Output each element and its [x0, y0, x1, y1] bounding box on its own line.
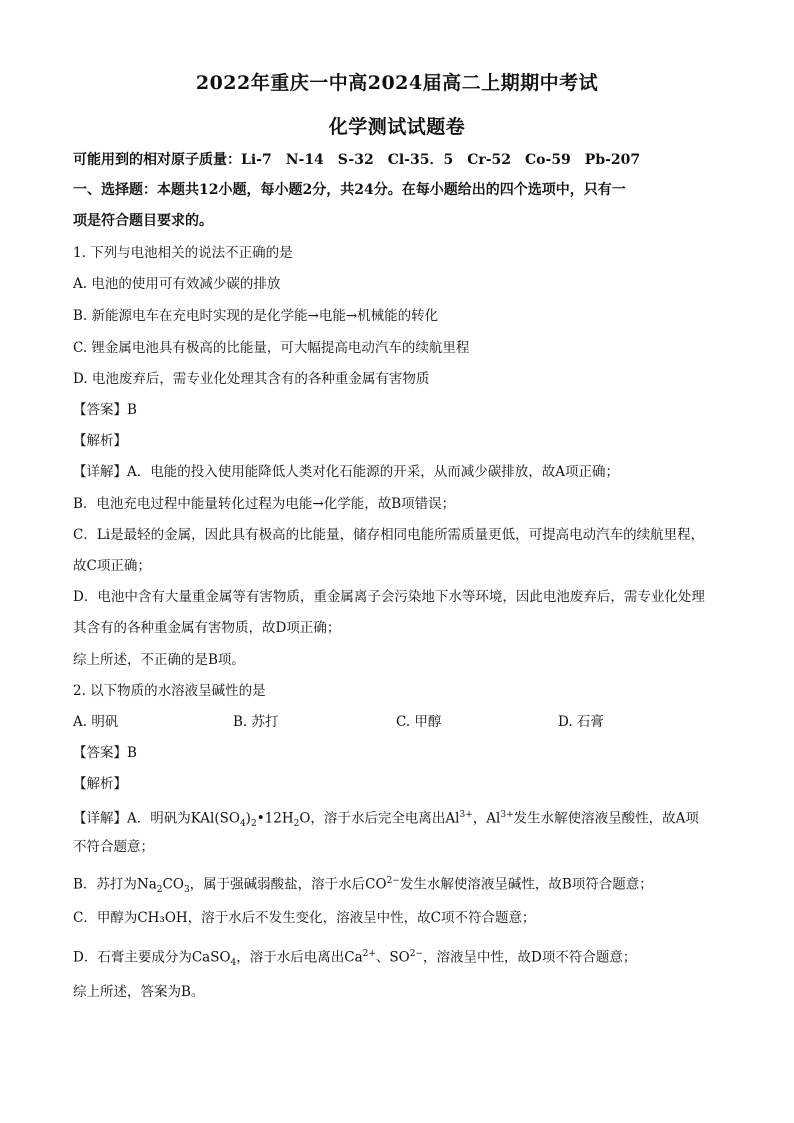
- section-instruction-line1: 一、选择题：本题共12小题，每小题2分，共24分。在每小题给出的四个选项中，只有一: [73, 182, 626, 198]
- q2-summary: 综上所述，答案为B。: [73, 984, 205, 1000]
- q1-answer: 【答案】B: [73, 402, 137, 418]
- q2-detail-a-part1: 【详解】A．明矾为KAl(SO: [73, 810, 240, 827]
- subscript: 2: [156, 885, 163, 896]
- q2-detail-b-part1: B．苏打为Na: [73, 876, 157, 893]
- q2-analysis-label: 【解析】: [73, 776, 127, 792]
- q2-detail-b-part3: ，属于强碱弱酸盐，溶于水后CO: [189, 876, 387, 893]
- q1-stem: 1. 下列与电池相关的说法不正确的是: [73, 245, 293, 261]
- subscript: 4: [239, 819, 246, 830]
- q2-option-a: A. 明矾: [73, 714, 119, 730]
- superscript: 2−: [409, 949, 424, 959]
- q2-detail-d: [73, 944, 734, 973]
- q2-detail-a-part6: 发生水解使溶液呈酸性，故A项: [513, 810, 699, 827]
- q1-detail-c: C．Li是最轻的金属，因此具有极高的比能量，储存相同电能所需质量更低，可提高电动汽车的续航里程，: [73, 527, 705, 543]
- q2-detail-b-part2: CO: [162, 876, 184, 893]
- q2-stem: 2. 以下物质的水溶液呈碱性的是: [73, 683, 266, 699]
- q2-detail-a-part3: •12H: [256, 810, 294, 827]
- q2-option-b: B. 苏打: [233, 714, 279, 730]
- q2-detail-a-part4: O，溶于水后完全电离出Al: [299, 810, 460, 827]
- q2-detail-d-part1: D．石膏主要成分为CaSO: [73, 949, 231, 966]
- q2-option-c: C. 甲醇: [396, 714, 442, 730]
- q1-analysis-label: 【解析】: [73, 433, 127, 449]
- q1-option-b: B. 新能源电车在充电时实现的是化学能→电能→机械能的转化: [73, 308, 439, 324]
- q2-option-d: D. 石膏: [558, 714, 604, 730]
- exam-subtitle: 化学测试试题卷: [328, 116, 466, 138]
- q1-detail-b: B．电池充电过程中能量转化过程为电能→化学能，故B项错误；: [73, 496, 456, 512]
- q2-detail-d-part4: ，溶液呈中性，故D项不符合题意；: [423, 949, 637, 966]
- q1-detail-c-cont: 故C项正确；: [73, 558, 151, 574]
- subscript: 2: [250, 819, 257, 830]
- q2-detail-b-part4: 发生水解使溶液呈碱性，故B项符合题意；: [399, 876, 653, 893]
- q2-detail-a-part5: ，Al: [472, 810, 501, 827]
- q2-detail-c: C．甲醇为CH₃OH，溶于水后不发生变化，溶液呈中性，故C项不符合题意；: [73, 910, 536, 926]
- q2-detail-a-cont: 不符合题意；: [73, 839, 154, 855]
- section-instruction-line2: 项是符合题目要求的。: [73, 213, 213, 229]
- subscript: 4: [230, 958, 237, 969]
- q2-detail-d-part2: ，溶于水后电离出Ca: [236, 949, 363, 966]
- q1-option-d: D. 电池废弃后，需专业化处理其含有的各种重金属有害物质: [73, 371, 430, 387]
- q1-detail-d-cont: 其含有的各种重金属有害物质，故D项正确；: [73, 620, 341, 636]
- q1-summary: 综上所述，不正确的是B项。: [73, 652, 245, 668]
- q2-detail-a-part2: ): [245, 810, 251, 827]
- subscript: 3: [183, 885, 190, 896]
- q1-option-c: C. 锂金属电池具有极高的比能量，可大幅提高电动汽车的续航里程: [73, 340, 470, 356]
- atomic-masses: 可能用到的相对原子质量：Li-7 N-14 S-32 Cl-35．5 Cr-52 Co-59 Pb-207: [73, 152, 641, 168]
- q1-detail-d: D．电池中含有大量重金属等有害物质，重金属离子会污染地下水等环境，因此电池废弃后，需专业化处理: [73, 589, 705, 605]
- q2-detail-a: [73, 805, 734, 834]
- superscript: 2+: [362, 949, 376, 959]
- exam-title: 2022年重庆一中高2024届高二上期期中考试: [195, 72, 599, 94]
- q1-option-a: A. 电池的使用可有效减少碳的排放: [73, 276, 281, 292]
- q2-detail-d-part3: 、SO: [375, 949, 410, 966]
- carbonate-ion-charge: [387, 871, 400, 895]
- superscript: 3+: [459, 810, 473, 820]
- q2-options: [73, 712, 733, 732]
- superscript: 2−: [386, 876, 400, 886]
- sulfate-ion-charge: [410, 944, 423, 968]
- q2-answer: 【答案】B: [73, 745, 137, 761]
- q2-detail-b: [73, 871, 734, 900]
- subscript: 2: [293, 819, 300, 830]
- q1-detail-a: 【详解】A．电能的投入使用能降低人类对化石能源的开采，从而减少碳排放，故A项正确；: [73, 464, 619, 480]
- superscript: 3+: [500, 810, 514, 820]
